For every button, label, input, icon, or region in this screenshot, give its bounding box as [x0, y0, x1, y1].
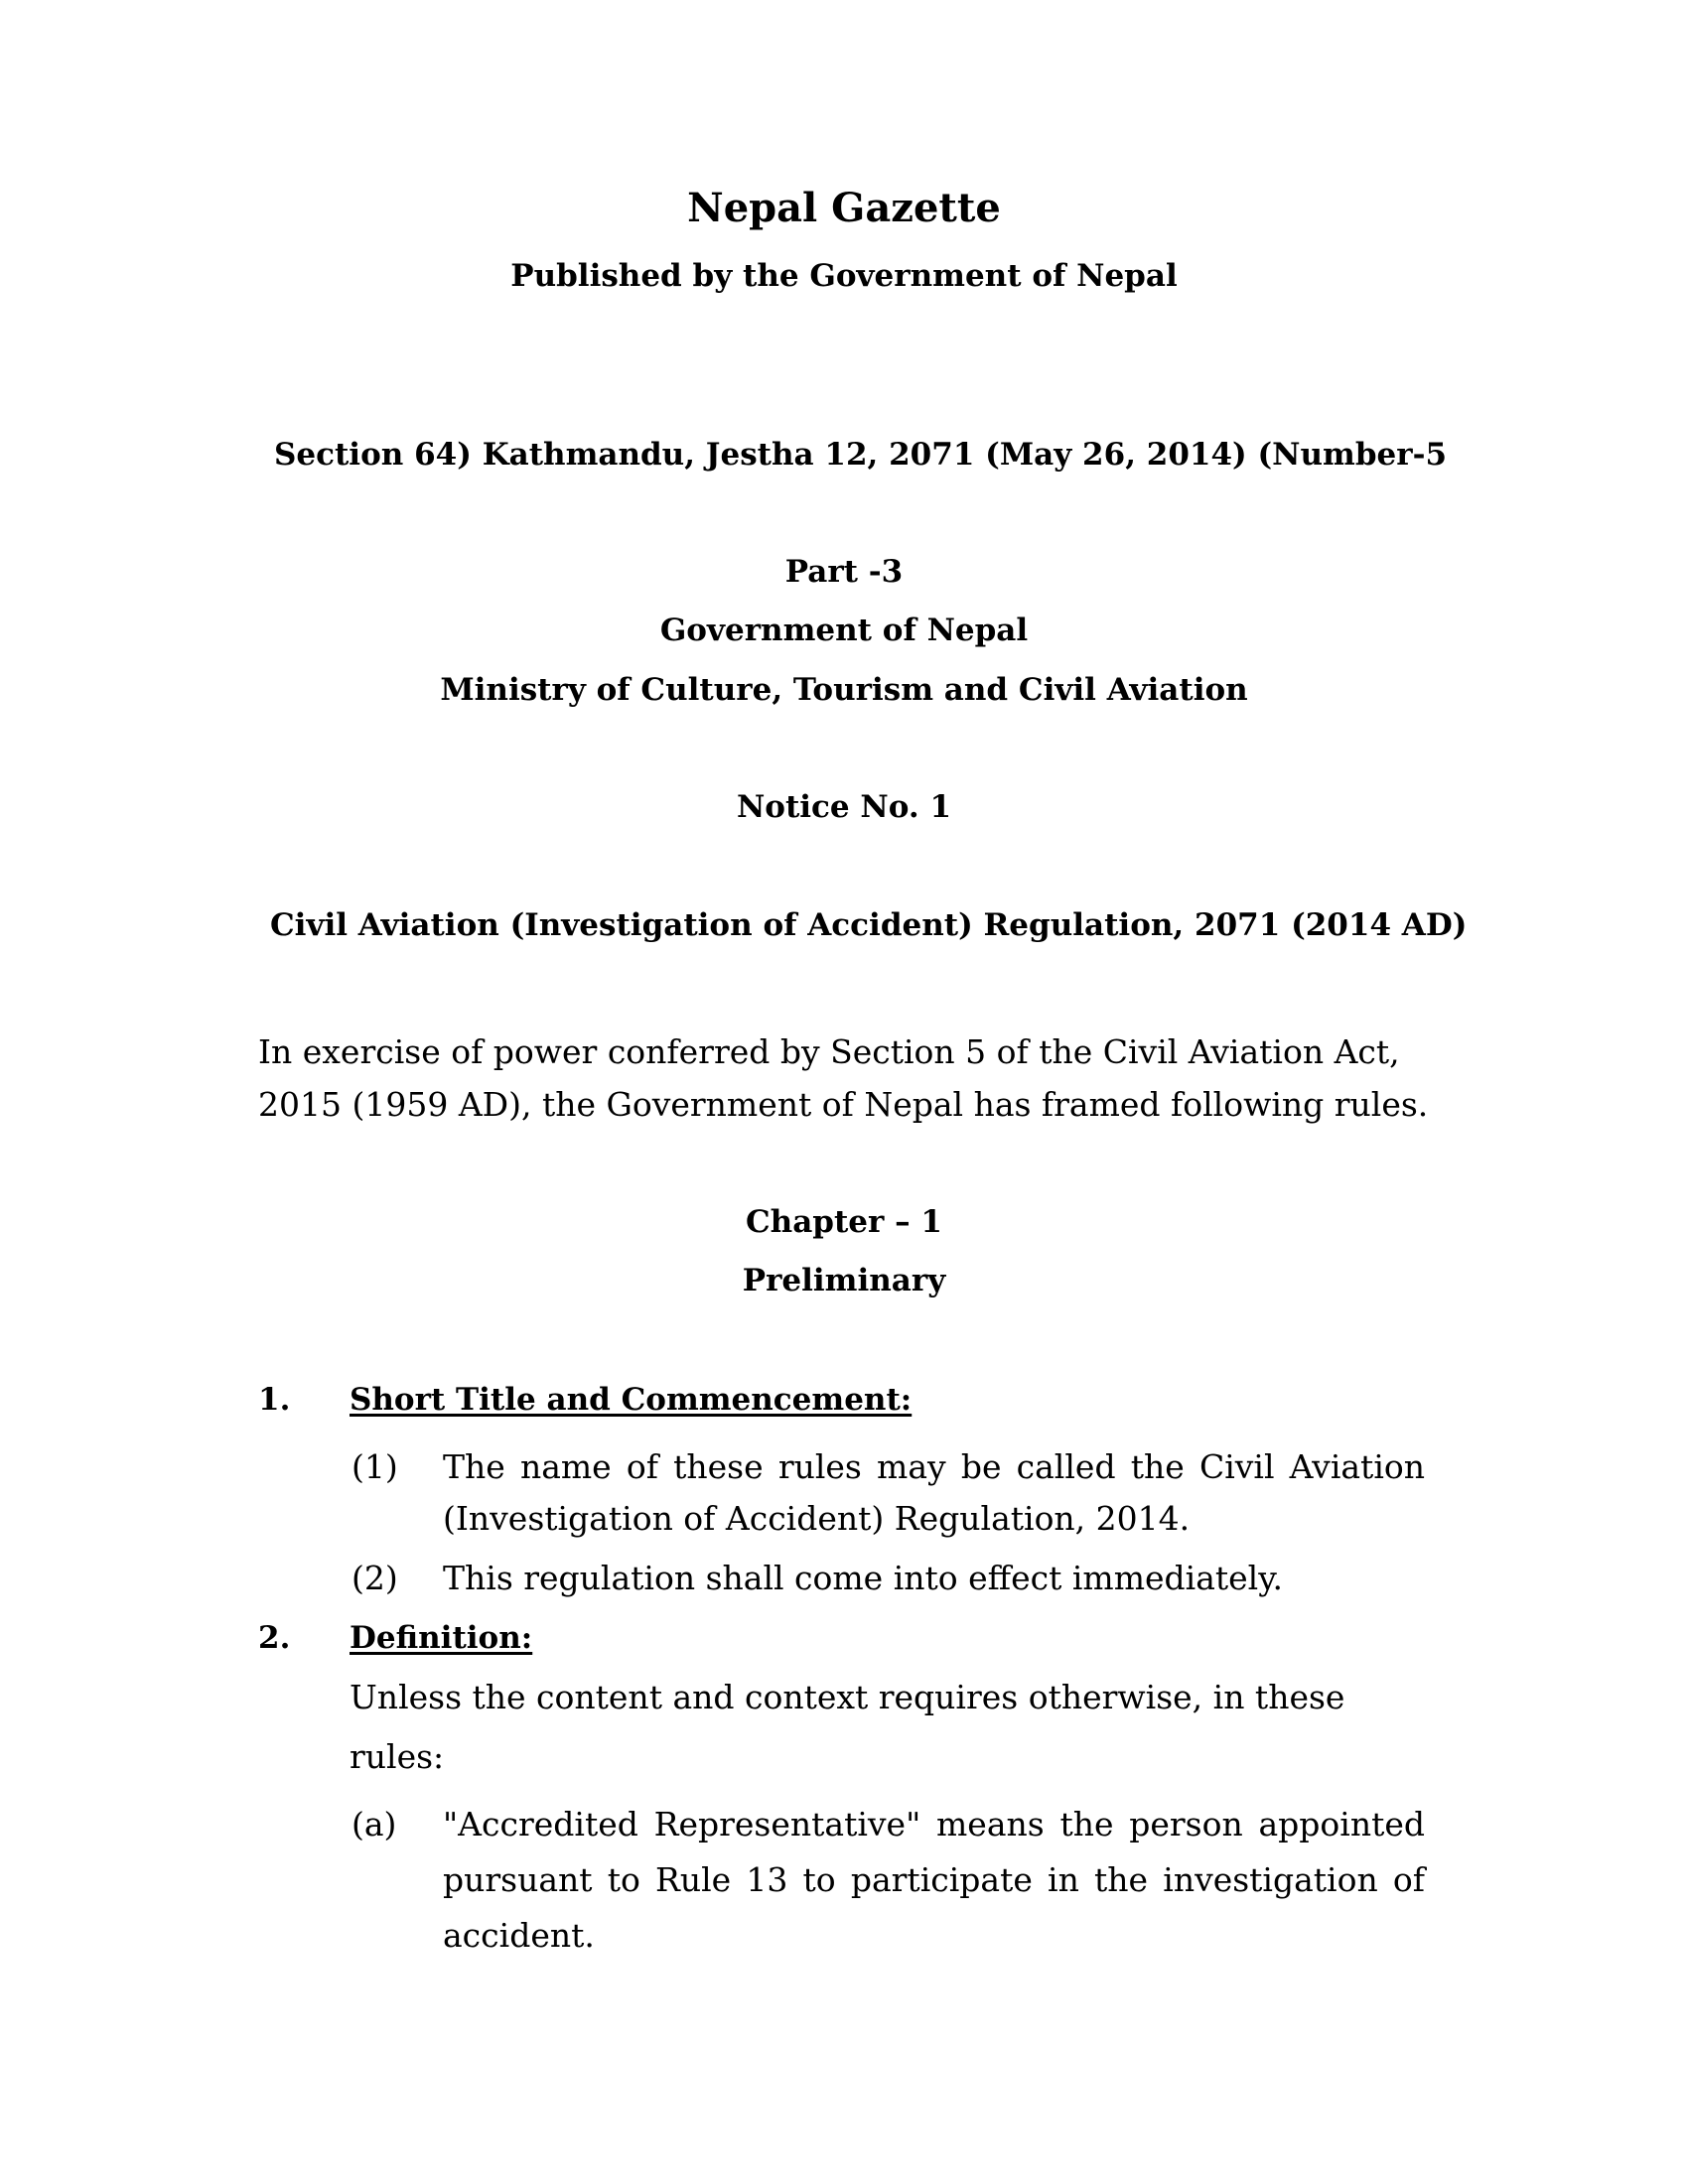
issue-line: Section 64) Kathmandu, Jestha 12, 2071 (May 26, 2014) (Number-5 [274, 437, 1448, 473]
gazette-subtitle: Published by the Government of Nepal [510, 258, 1178, 294]
part-label: Part -3 [784, 554, 904, 590]
chapter-label: Chapter – 1 [745, 1204, 942, 1240]
rule-2-item-a-line-2: pursuant to Rule 13 to participate in the investigation of [443, 1860, 1425, 1899]
rule-1-number: 1. [258, 1382, 291, 1418]
rule-1-item-1-marker: (1) [352, 1447, 398, 1486]
regulation-title: Civil Aviation (Investigation of Accident) Regulation, 2071 (2014 AD) [270, 907, 1468, 943]
rule-2-item-a-line-3: accident. [443, 1916, 595, 1955]
rule-2-item-a-line-1: "Accredited Representative" means the person appointed [443, 1805, 1425, 1843]
rule-1-heading: Short Title and Commencement: [350, 1382, 913, 1418]
chapter-name: Preliminary [742, 1263, 946, 1298]
rule-2-intro-line-1: Unless the content and context requires otherwise, in these [350, 1678, 1345, 1716]
notice-number: Notice No. 1 [736, 789, 952, 825]
rule-2-intro-line-2: rules: [350, 1737, 445, 1776]
preamble-line-2: 2015 (1959 AD), the Government of Nepal has framed following rules. [258, 1085, 1429, 1124]
ministry-name: Ministry of Culture, Tourism and Civil Aviation [440, 672, 1248, 708]
gazette-title: Nepal Gazette [687, 185, 1001, 231]
government-name: Government of Nepal [659, 613, 1029, 648]
rule-1-item-2-line-1: This regulation shall come into effect immediately. [443, 1559, 1283, 1597]
rule-2-item-a-marker: (a) [352, 1805, 397, 1843]
rule-2-number: 2. [258, 1620, 291, 1656]
rule-2-heading: Definition: [350, 1620, 533, 1656]
rule-1-item-1-line-1: The name of these rules may be called the Civil Aviation [443, 1447, 1425, 1486]
preamble-line-1: In exercise of power conferred by Section 5 of the Civil Aviation Act, [258, 1032, 1400, 1071]
rule-1-item-1-line-2: (Investigation of Accident) Regulation, 2014. [443, 1499, 1191, 1538]
rule-1-item-2-marker: (2) [352, 1559, 398, 1597]
